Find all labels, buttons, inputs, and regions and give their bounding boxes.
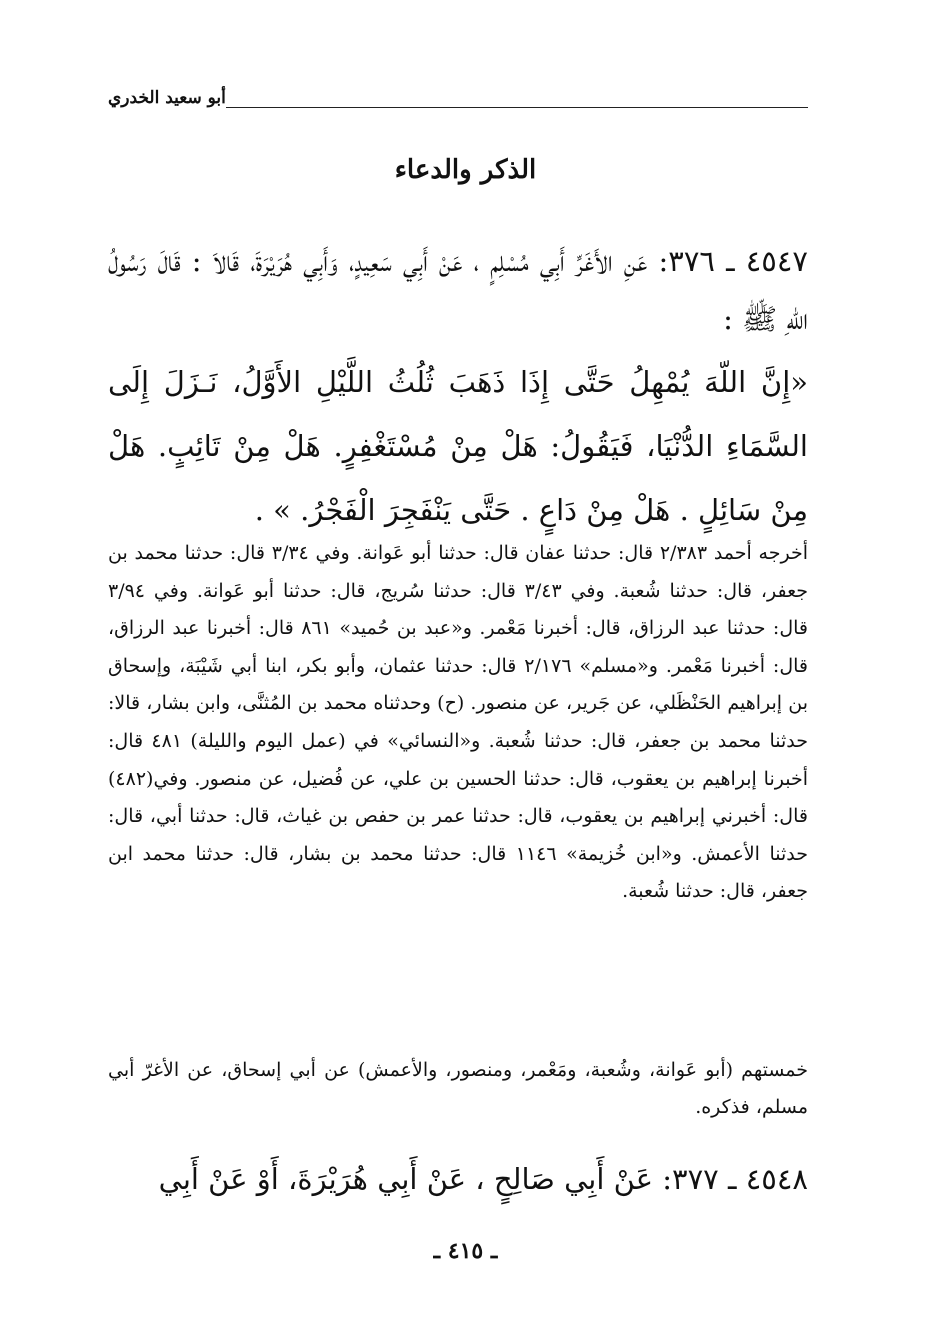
header-rule xyxy=(226,107,808,108)
hadith-4547-text: «إِنَّ اللّهَ يُمْهِلُ حَتَّى إِذَا ذَهَبَ ثُلُثُ اللَّيْلِ الأَوَّلُ، نَـزَلَ إِلَى السَّمَاءِ الدُّنْيَا، فَيَقُولُ: هَلْ مِنْ مُسْتَغْفِرٍ. هَلْ مِنْ تَائِبٍ. هَلْ مِنْ سَائِلٍ . هَلْ مِنْ دَاعٍ . حَتَّى يَنْفَجِرَ الْفَجْرُ. » . xyxy=(108,365,808,527)
hadith-4547-takhrij: أخرجه أحمد ٢/٣٨٣ قال: حدثنا عفان قال: حدثنا أبو عَوانة. وفي ٣/٣٤ قال: حدثنا محمد بن جعفر، قال: حدثنا شُعبة. وفي ٣/٤٣ قال: حدثنا سُريج، قال: حدثنا أبو عَوانة. وفي ٣/٩٤ قال: حدثنا عبد الرزاق، قال: أخبرنا مَعْمر. و«عبد بن حُميد» ٨٦١ قال: أخبرنا عبد الرزاق، قال: أخبرنا مَعْمر. و«مسلم» ٢/١٧٦ قال: حدثنا عثمان، وأبو بكر، ابنا أبي شَيْبَة، وإسحاق بن إبراهيم الحَنْظَلي، عن جَرير، عن منصور. (ح) وحدثناه محمد بن المُثنَّى، وابن بشار، قالا: حدثنا محمد بن جعفر، قال: حدثنا شُعبة. و«النسائي» في (عمل اليوم والليلة) ٤٨١ قال: أخبرنا إبراهيم بن يعقوب، قال: حدثنا الحسين بن علي، عن فُضيل، عن منصور. وفي(٤٨٢) قال: أخبرني إبراهيم بن يعقوب، قال: حدثنا عمر بن حفص بن غياث، قال: حدثنا أبي، قال: حدثنا الأعمش. و«ابن خُزيمة» ١١٤٦ قال: حدثنا محمد بن بشار، قال: حدثنا محمد ابن جعفر، قال: حدثنا شُعبة. xyxy=(108,542,809,903)
running-header xyxy=(108,88,808,128)
section-title: الذكر والدعاء xyxy=(394,155,537,185)
hadith-4548-heading: ٤٥٤٨ ـ ٣٧٧: عَنْ أَبِي صَالِحٍ ، عَنْ أَبِي هُرَيْرَةَ، أَوْ عَنْ أَبِي xyxy=(158,1162,808,1196)
hadith-4547-summary: خمستهم (أبو عَوانة، وشُعبة، ومَعْمر، ومنصور، والأعمش) عن أبي إسحاق، عن الأغرّ أبي مسلم، فذكره. xyxy=(108,1059,808,1118)
running-title: أبو سعيد الخدري xyxy=(108,88,226,108)
hadith-4547-heading: ٤٥٤٧ ـ ٣٧٦: عَنِ الأَغَرِّ أَبِي مُسْلِمٍ ، عَنْ أَبِي سَعِيدٍ، وَأَبِي هُرَيْرَةَ، قَالاَ : قَالَ رَسُولُ اللّهِ ﷺ : xyxy=(108,244,808,336)
page-number: ـ ٤١٥ ـ xyxy=(433,1238,498,1264)
